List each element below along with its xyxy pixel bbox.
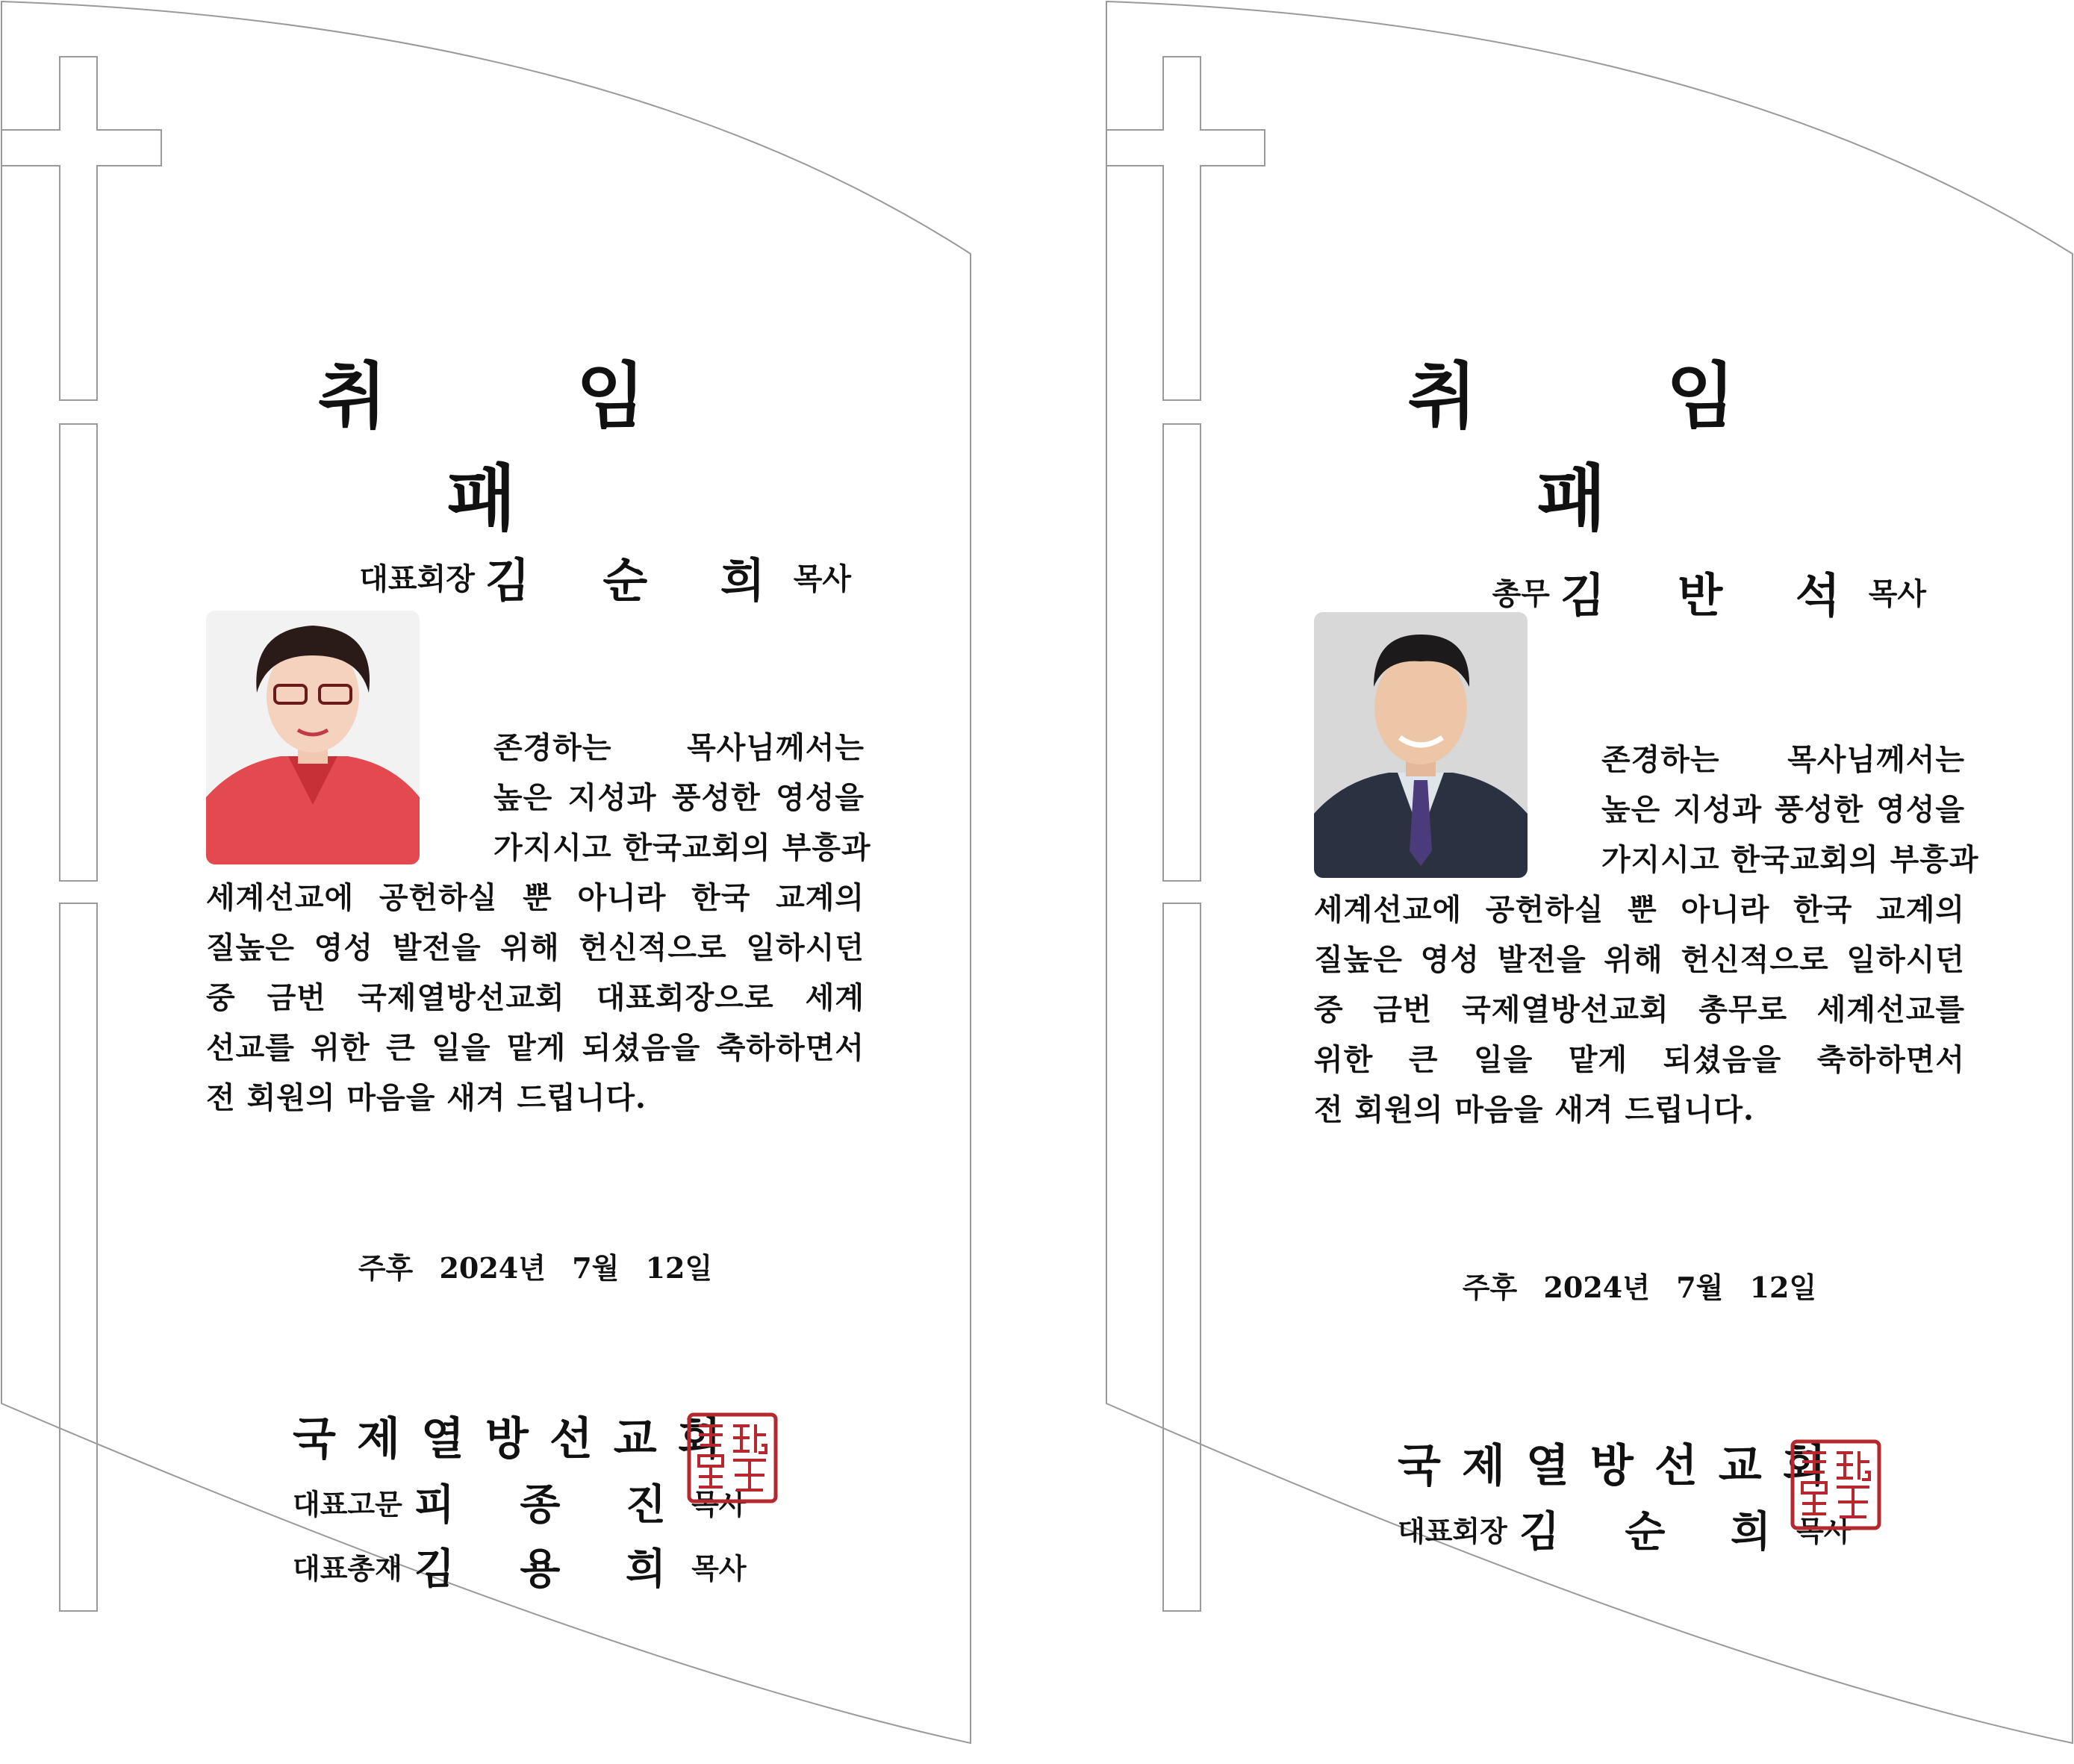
signatory: [293, 1472, 747, 1532]
recipient-line: [224, 543, 851, 610]
plaque-title: 취 임 패: [317, 354, 728, 540]
signatory-role: 대표총재: [293, 1551, 402, 1586]
body-text: [206, 723, 871, 1123]
body-line: 중 금번 국제열방선교회 대표회장으로 세계: [206, 980, 865, 1015]
recipient-suffix: 목사: [793, 561, 851, 596]
signatory-role: 대표고문: [293, 1487, 402, 1521]
signatory-name: 김 용 희: [414, 1545, 692, 1594]
recipient-name: 김 순 희: [485, 553, 794, 608]
organization-name: 국제열방선교회: [1398, 1440, 1847, 1492]
signature-block: [293, 1403, 747, 1596]
recipient-suffix: 목사: [1868, 576, 1926, 611]
plaque-left: [0, 0, 985, 1764]
body-line: 전 회원의 마음을 새겨 드립니다.: [1314, 1092, 1754, 1127]
signatory-suffix: 목사: [691, 1551, 747, 1586]
seal-stamp: [687, 1412, 778, 1503]
body-line: 가지시고 한국교회의 부흥과: [1601, 842, 1979, 877]
body-line: 세계선교에 공헌하실 뿐 아니라 한국 교계의: [206, 880, 865, 915]
body-line: 전 회원의 마음을 새겨 드립니다.: [206, 1080, 647, 1115]
body-line: 높은 지성과 풍성한 영성을: [493, 780, 865, 815]
signatory: [1398, 1499, 1852, 1559]
body-line: 높은 지성과 풍성한 영성을: [1601, 792, 1965, 827]
body-line: 세계선교에 공헌하실 뿐 아니라 한국 교계의: [1314, 892, 1965, 927]
signatory-name: 김 순 희: [1519, 1507, 1797, 1556]
body-line: 존경하는 목사님께서는: [1601, 742, 1965, 777]
plaque-right: [1105, 0, 2074, 1764]
cross-icon: [1, 57, 161, 1611]
signatory-suffix: 목사: [691, 1487, 747, 1521]
body-line: 질높은 영성 발전을 위해 헌신적으로 일하시던: [1314, 942, 1965, 977]
recipient-name: 김 반 석: [1560, 568, 1869, 623]
body-line: 존경하는 목사님께서는: [493, 730, 865, 765]
date-line: 주후 2024년 7월 12일: [358, 1251, 713, 1285]
recipient-role: 총무: [1492, 576, 1550, 611]
plaque-title: 취 임 패: [1407, 354, 1818, 540]
body-line: 위한 큰 일을 맡게 되셨음을 축하하면서: [1314, 1042, 1965, 1077]
organization-name: 국제열방선교회: [293, 1413, 742, 1465]
signatory-suffix: 목사: [1796, 1514, 1852, 1548]
signature-block: [1398, 1430, 1852, 1559]
body-line: 가지시고 한국교회의 부흥과: [493, 830, 871, 865]
body-line: 질높은 영성 발전을 위해 헌신적으로 일하시던: [206, 930, 865, 965]
signatory-name: 피 종 진: [414, 1480, 692, 1530]
body-text: [1314, 735, 1979, 1135]
cross-icon: [1106, 57, 1265, 1611]
recipient-role: 대표회장: [359, 561, 475, 596]
body-line: 중 금번 국제열방선교회 총무로 세계선교를: [1314, 992, 1965, 1027]
signatory-role: 대표회장: [1398, 1514, 1507, 1548]
seal-stamp: [1790, 1439, 1881, 1530]
body-line: 선교를 위한 큰 일을 맡게 되셨음을 축하하면서: [206, 1030, 865, 1065]
date-line: 주후 2024년 7월 12일: [1462, 1271, 1817, 1304]
signatory: [293, 1536, 747, 1596]
